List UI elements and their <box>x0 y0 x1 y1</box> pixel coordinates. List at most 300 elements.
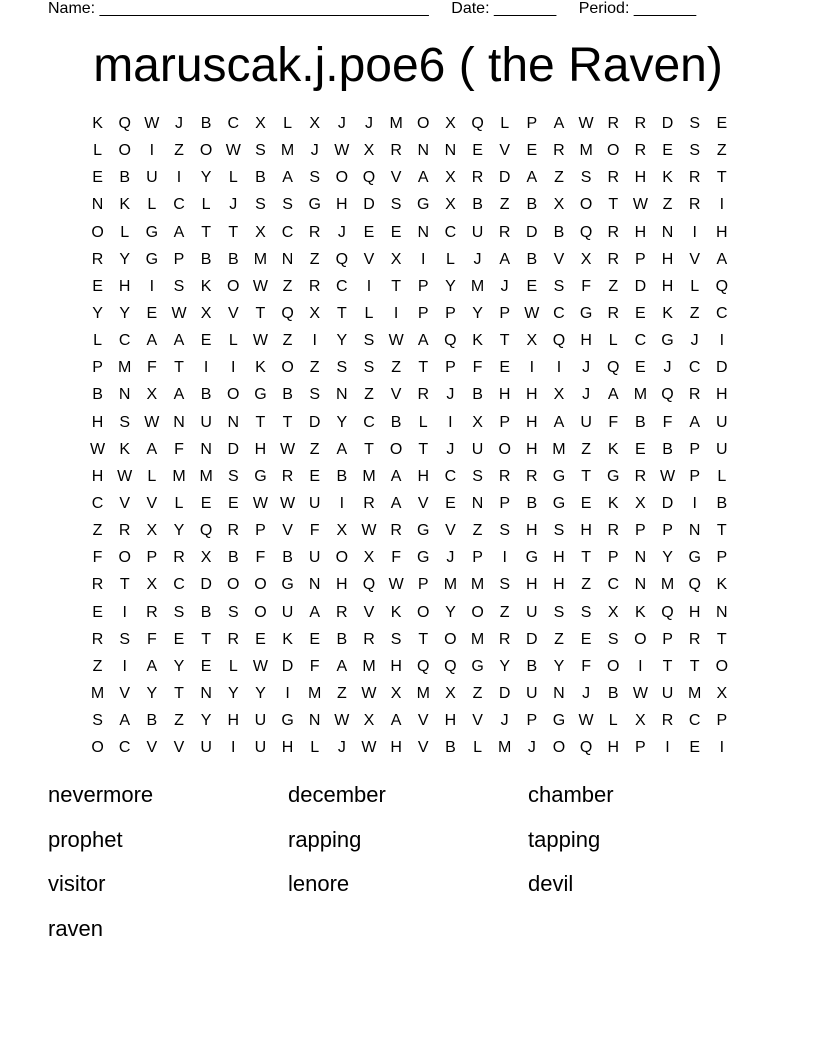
grid-letter: B <box>227 250 239 268</box>
grid-letter: D <box>308 413 321 431</box>
grid-letter: R <box>688 630 701 648</box>
grid-row <box>84 711 735 738</box>
grid-letter: T <box>336 304 347 322</box>
grid-letter: Q <box>579 223 593 241</box>
grid-letter: C <box>173 576 185 594</box>
grid-letter: E <box>92 603 103 621</box>
grid-letter: B <box>526 657 538 675</box>
grid-letter: E <box>92 277 103 295</box>
grid-letter: M <box>253 250 268 268</box>
grid-letter: H <box>526 576 538 594</box>
grid-letter: I <box>692 494 697 512</box>
grid-letter: T <box>391 277 401 295</box>
grid-letter: T <box>716 522 727 540</box>
grid-letter: Y <box>553 657 565 675</box>
grid-letter: R <box>553 142 565 160</box>
grid-letter: T <box>581 467 591 485</box>
grid-letter: Z <box>309 359 320 377</box>
grid-letter: U <box>716 413 728 431</box>
grid-letter: M <box>172 467 186 485</box>
grid-letter: J <box>446 440 455 458</box>
grid-letter: S <box>580 603 592 621</box>
grid-letter: Q <box>552 332 566 350</box>
grid-letter: Z <box>689 304 700 322</box>
grid-letter: H <box>91 467 104 485</box>
grid-letter: B <box>472 196 483 214</box>
grid-letter: H <box>417 467 430 485</box>
grid-letter: N <box>91 196 104 214</box>
grid-letter: V <box>146 494 158 512</box>
grid-letter: H <box>661 250 674 268</box>
grid-letter: X <box>472 413 483 431</box>
grid-letter: N <box>281 250 294 268</box>
grid-letter: O <box>498 440 511 458</box>
grid-letter: S <box>363 359 375 377</box>
grid-letter: J <box>364 115 373 132</box>
grid-letter: B <box>255 169 266 187</box>
grid-letter: E <box>580 494 592 512</box>
grid-letter: C <box>634 332 647 350</box>
grid-letter: W <box>361 684 377 702</box>
grid-row <box>84 385 735 412</box>
grid-letter: E <box>309 630 321 648</box>
grid-letter: L <box>364 304 374 322</box>
grid-letter: Z <box>472 684 483 702</box>
grid-letter: R <box>336 603 348 621</box>
grid-letter: J <box>663 359 672 377</box>
grid-letter: N <box>200 684 212 702</box>
grid-letter: X <box>146 386 158 404</box>
grid-letter: D <box>200 576 212 594</box>
grid-letter: T <box>689 657 700 675</box>
grid-letter: N <box>688 522 701 540</box>
grid-letter: E <box>146 304 158 322</box>
grid-letter: U <box>200 413 212 431</box>
grid-letter: X <box>146 522 158 540</box>
grid-letter: R <box>91 630 104 648</box>
grid-letter: O <box>389 440 403 458</box>
grid-letter: R <box>607 169 620 187</box>
grid-letter: U <box>254 712 267 730</box>
grid-letter: M <box>688 684 702 702</box>
grid-letter: L <box>120 223 130 241</box>
grid-row <box>84 358 735 385</box>
grid-letter: D <box>526 630 538 648</box>
grid-letter: E <box>445 494 456 512</box>
grid-letter: H <box>553 576 565 594</box>
grid-letter: B <box>200 115 212 132</box>
grid-letter: J <box>690 332 699 350</box>
grid-letter: Y <box>227 684 239 702</box>
grid-letter: I <box>231 359 236 377</box>
grid-letter: I <box>692 223 697 241</box>
grid-letter: O <box>471 603 484 621</box>
grid-letter: K <box>716 576 728 594</box>
grid-letter: N <box>417 223 430 241</box>
grid-letter: N <box>444 142 457 160</box>
grid-letter: E <box>390 223 402 241</box>
grid-letter: G <box>145 250 159 268</box>
grid-letter: M <box>389 115 403 132</box>
grid-letter: I <box>448 413 453 431</box>
grid-letter: O <box>254 576 267 594</box>
grid-letter: W <box>632 196 648 214</box>
grid-letter: R <box>607 223 620 241</box>
grid-letter: R <box>498 467 511 485</box>
grid-letter: S <box>119 630 131 648</box>
grid-letter: D <box>634 277 647 295</box>
grid-letter: V <box>282 522 293 540</box>
grid-letter: H <box>553 549 565 567</box>
grid-letter: X <box>607 603 619 621</box>
grid-letter: W <box>252 494 268 512</box>
grid-letter: Y <box>119 304 131 322</box>
grid-letter: H <box>336 576 348 594</box>
grid-letter: V <box>119 494 131 512</box>
grid-letter: B <box>553 223 565 241</box>
grid-letter: C <box>607 576 620 594</box>
grid-letter: R <box>308 277 321 295</box>
grid-letter: M <box>362 657 376 675</box>
grid-letter: Y <box>255 684 266 702</box>
grid-letter: C <box>118 332 131 350</box>
grid-letter: E <box>173 630 185 648</box>
grid-letter: X <box>553 196 565 214</box>
grid-letter: G <box>417 196 430 214</box>
grid-letter: L <box>418 413 428 431</box>
grid-letter: E <box>635 359 646 377</box>
grid-letter: Z <box>581 576 591 594</box>
grid-letter: I <box>312 332 317 350</box>
grid-letter: N <box>417 142 430 160</box>
grid-letter: X <box>580 250 592 268</box>
grid-letter: X <box>309 115 321 132</box>
grid-row <box>84 521 735 548</box>
grid-letter: T <box>418 359 429 377</box>
grid-letter: Z <box>174 142 184 160</box>
grid-letter: P <box>526 115 538 132</box>
grid-letter: B <box>336 467 348 485</box>
grid-letter: M <box>552 440 566 458</box>
grid-letter: R <box>498 630 511 648</box>
grid-letter: Y <box>499 657 511 675</box>
grid-letter: M <box>470 576 485 594</box>
grid-letter: Q <box>199 522 213 540</box>
word-list-item: raven <box>48 915 104 941</box>
word-list-item: tapping <box>528 826 601 852</box>
grid-letter: H <box>526 413 538 431</box>
grid-letter: S <box>499 522 511 540</box>
grid-letter: P <box>635 522 646 540</box>
grid-letter: R <box>146 603 158 621</box>
grid-letter: C <box>281 223 294 241</box>
grid-letter: P <box>499 304 511 322</box>
grid-letter: R <box>227 630 240 648</box>
grid-letter: F <box>581 657 591 675</box>
grid-letter: H <box>118 277 131 295</box>
grid-letter: M <box>362 467 376 485</box>
grid-letter: E <box>526 142 538 160</box>
grid-letter: U <box>471 223 484 241</box>
grid-letter: X <box>635 494 646 512</box>
grid-letter: Q <box>281 304 294 322</box>
grid-letter: T <box>282 413 293 431</box>
grid-letter: Y <box>662 549 673 567</box>
grid-letter: L <box>500 115 510 132</box>
grid-letter: F <box>146 359 157 377</box>
grid-letter: H <box>281 739 294 757</box>
grid-letter: S <box>607 630 619 648</box>
grid-letter: X <box>255 115 266 132</box>
grid-letter: X <box>390 250 402 268</box>
grid-row <box>84 467 735 494</box>
grid-letter: Y <box>119 250 131 268</box>
grid-letter: N <box>227 413 240 431</box>
word-list-item: december <box>288 782 386 807</box>
grid-letter: E <box>472 142 483 160</box>
grid-letter: Z <box>391 359 401 377</box>
grid-letter: S <box>255 142 266 160</box>
grid-letter: N <box>661 223 674 241</box>
grid-letter: S <box>255 196 266 214</box>
grid-letter: I <box>719 196 725 214</box>
grid-letter: A <box>553 115 565 132</box>
grid-letter: R <box>688 169 701 187</box>
grid-letter: E <box>716 115 728 132</box>
grid-letter: A <box>119 712 131 730</box>
grid-letter: I <box>421 250 426 268</box>
grid-letter: S <box>336 359 348 377</box>
grid-row <box>84 250 735 277</box>
grid-letter: R <box>91 576 104 594</box>
grid-row <box>84 630 735 657</box>
grid-row <box>84 195 735 222</box>
grid-letter: B <box>526 196 538 214</box>
grid-letter: L <box>445 250 455 268</box>
grid-letter: A <box>146 332 158 350</box>
grid-letter: T <box>716 169 727 187</box>
grid-letter: W <box>388 576 404 594</box>
grid-letter: J <box>473 250 482 268</box>
grid-letter: Z <box>554 630 564 648</box>
grid-letter: C <box>227 115 240 132</box>
grid-letter: M <box>90 684 105 702</box>
grid-letter: D <box>661 494 674 512</box>
grid-letter: Q <box>661 603 674 621</box>
grid-letter: E <box>255 630 266 648</box>
grid-letter: K <box>200 277 212 295</box>
grid-letter: R <box>281 467 294 485</box>
grid-letter: A <box>716 250 728 268</box>
grid-letter: Q <box>607 359 620 377</box>
grid-letter: R <box>118 522 131 540</box>
grid-letter: H <box>607 739 620 757</box>
letter-grid <box>84 114 735 765</box>
grid-letter: A <box>336 440 348 458</box>
grid-letter: O <box>335 549 349 567</box>
grid-letter: B <box>472 386 483 404</box>
grid-letter: B <box>146 712 158 730</box>
grid-letter: C <box>118 739 131 757</box>
grid-letter: A <box>146 657 158 675</box>
grid-letter: A <box>417 169 429 187</box>
grid-letter: R <box>634 142 647 160</box>
grid-letter: O <box>335 169 349 187</box>
grid-letter: L <box>717 467 727 485</box>
grid-letter: E <box>363 223 375 241</box>
grid-letter: H <box>336 196 348 214</box>
grid-letter: B <box>282 386 293 404</box>
grid-letter: O <box>227 386 240 404</box>
grid-letter: S <box>227 467 239 485</box>
grid-letter: T <box>201 630 212 648</box>
grid-letter: B <box>200 386 212 404</box>
word-list-item: chamber <box>528 782 614 807</box>
grid-letter: Y <box>200 169 212 187</box>
grid-letter: W <box>524 304 540 322</box>
grid-letter: P <box>255 522 266 540</box>
grid-letter: E <box>227 494 239 512</box>
grid-letter: N <box>200 440 212 458</box>
grid-letter: N <box>336 386 348 404</box>
grid-letter: E <box>200 332 212 350</box>
grid-letter: I <box>285 684 290 702</box>
grid-letter: E <box>309 467 321 485</box>
grid-letter: Q <box>688 576 701 594</box>
grid-letter: D <box>526 223 538 241</box>
grid-letter: G <box>552 712 566 730</box>
grid-letter: W <box>117 467 133 485</box>
grid-letter: T <box>662 657 673 675</box>
grid-letter: H <box>390 739 402 757</box>
grid-letter: B <box>336 630 348 648</box>
grid-letter: S <box>580 169 592 187</box>
grid-letter: E <box>689 739 700 757</box>
grid-letter: R <box>688 196 701 214</box>
grid-letter: H <box>634 169 647 187</box>
grid-letter: P <box>499 413 511 431</box>
grid-letter: D <box>281 657 294 675</box>
grid-letter: Y <box>200 712 212 730</box>
date-label: Date: _______ <box>451 0 557 17</box>
grid-letter: Q <box>444 657 457 675</box>
grid-letter: B <box>282 549 293 567</box>
grid-row <box>84 494 735 521</box>
grid-letter: Q <box>335 250 349 268</box>
grid-letter: G <box>281 712 294 730</box>
grid-letter: D <box>498 684 511 702</box>
grid-letter: I <box>393 304 399 322</box>
grid-letter: X <box>363 549 375 567</box>
grid-letter: A <box>282 169 293 187</box>
grid-letter: G <box>471 657 484 675</box>
grid-letter: B <box>716 494 728 512</box>
grid-letter: J <box>229 196 238 214</box>
grid-letter: A <box>309 603 321 621</box>
grid-letter: O <box>634 630 647 648</box>
word-list-item: prophet <box>48 826 123 852</box>
grid-letter: V <box>227 304 239 322</box>
header-fields <box>48 0 696 18</box>
grid-letter: H <box>716 386 728 404</box>
grid-letter: Q <box>417 657 430 675</box>
grid-letter: Z <box>174 712 184 730</box>
grid-letter: O <box>118 142 131 160</box>
grid-letter: S <box>309 169 321 187</box>
grid-letter: G <box>254 386 267 404</box>
grid-letter: N <box>553 684 565 702</box>
grid-letter: J <box>337 739 346 757</box>
grid-letter: E <box>635 304 646 322</box>
grid-letter: I <box>339 494 345 512</box>
grid-letter: K <box>255 359 266 377</box>
grid-letter: B <box>662 440 673 458</box>
grid-letter: N <box>634 549 647 567</box>
grid-letter: R <box>526 467 538 485</box>
grid-letter: R <box>363 630 375 648</box>
grid-letter: R <box>417 386 430 404</box>
grid-letter: I <box>231 739 236 757</box>
grid-letter: M <box>498 739 512 757</box>
grid-letter: G <box>254 467 267 485</box>
grid-letter: K <box>119 196 131 214</box>
grid-letter: H <box>526 522 538 540</box>
grid-letter: N <box>308 712 321 730</box>
grid-letter: I <box>665 739 670 757</box>
grid-letter: B <box>200 250 212 268</box>
grid-letter: H <box>634 223 647 241</box>
grid-letter: M <box>308 684 322 702</box>
grid-letter: O <box>227 576 240 594</box>
grid-letter: O <box>444 630 457 648</box>
grid-letter: L <box>201 196 211 214</box>
grid-letter: V <box>689 250 700 268</box>
grid-letter: V <box>363 250 375 268</box>
grid-letter: H <box>580 332 592 350</box>
grid-letter: R <box>390 522 402 540</box>
grid-letter: U <box>716 440 728 458</box>
grid-letter: R <box>607 522 620 540</box>
grid-letter: O <box>118 549 131 567</box>
grid-letter: A <box>146 440 158 458</box>
grid-letter: K <box>662 169 673 187</box>
grid-letter: S <box>553 603 565 621</box>
grid-letter: A <box>173 386 185 404</box>
grid-letter: Q <box>661 386 674 404</box>
grid-letter: V <box>390 169 402 187</box>
grid-letter: G <box>688 549 701 567</box>
grid-letter: L <box>93 332 103 350</box>
grid-letter: Z <box>499 196 510 214</box>
grid-letter: F <box>174 440 184 458</box>
grid-letter: K <box>92 115 103 132</box>
grid-letter: T <box>608 196 619 214</box>
page-title: maruscak.j.poe6 ( the Raven) <box>93 39 723 92</box>
grid-letter: I <box>719 332 725 350</box>
grid-letter: X <box>553 386 565 404</box>
grid-letter: Q <box>579 739 593 757</box>
grid-letter: P <box>716 712 728 730</box>
grid-letter: J <box>582 684 591 702</box>
grid-letter: M <box>118 359 132 377</box>
grid-letter: G <box>417 549 430 567</box>
grid-letter: W <box>361 739 377 757</box>
grid-letter: G <box>552 494 566 512</box>
grid-letter: Y <box>472 304 483 322</box>
word-list-item: nevermore <box>48 782 154 807</box>
grid-letter: H <box>526 386 538 404</box>
grid-letter: L <box>228 169 238 187</box>
